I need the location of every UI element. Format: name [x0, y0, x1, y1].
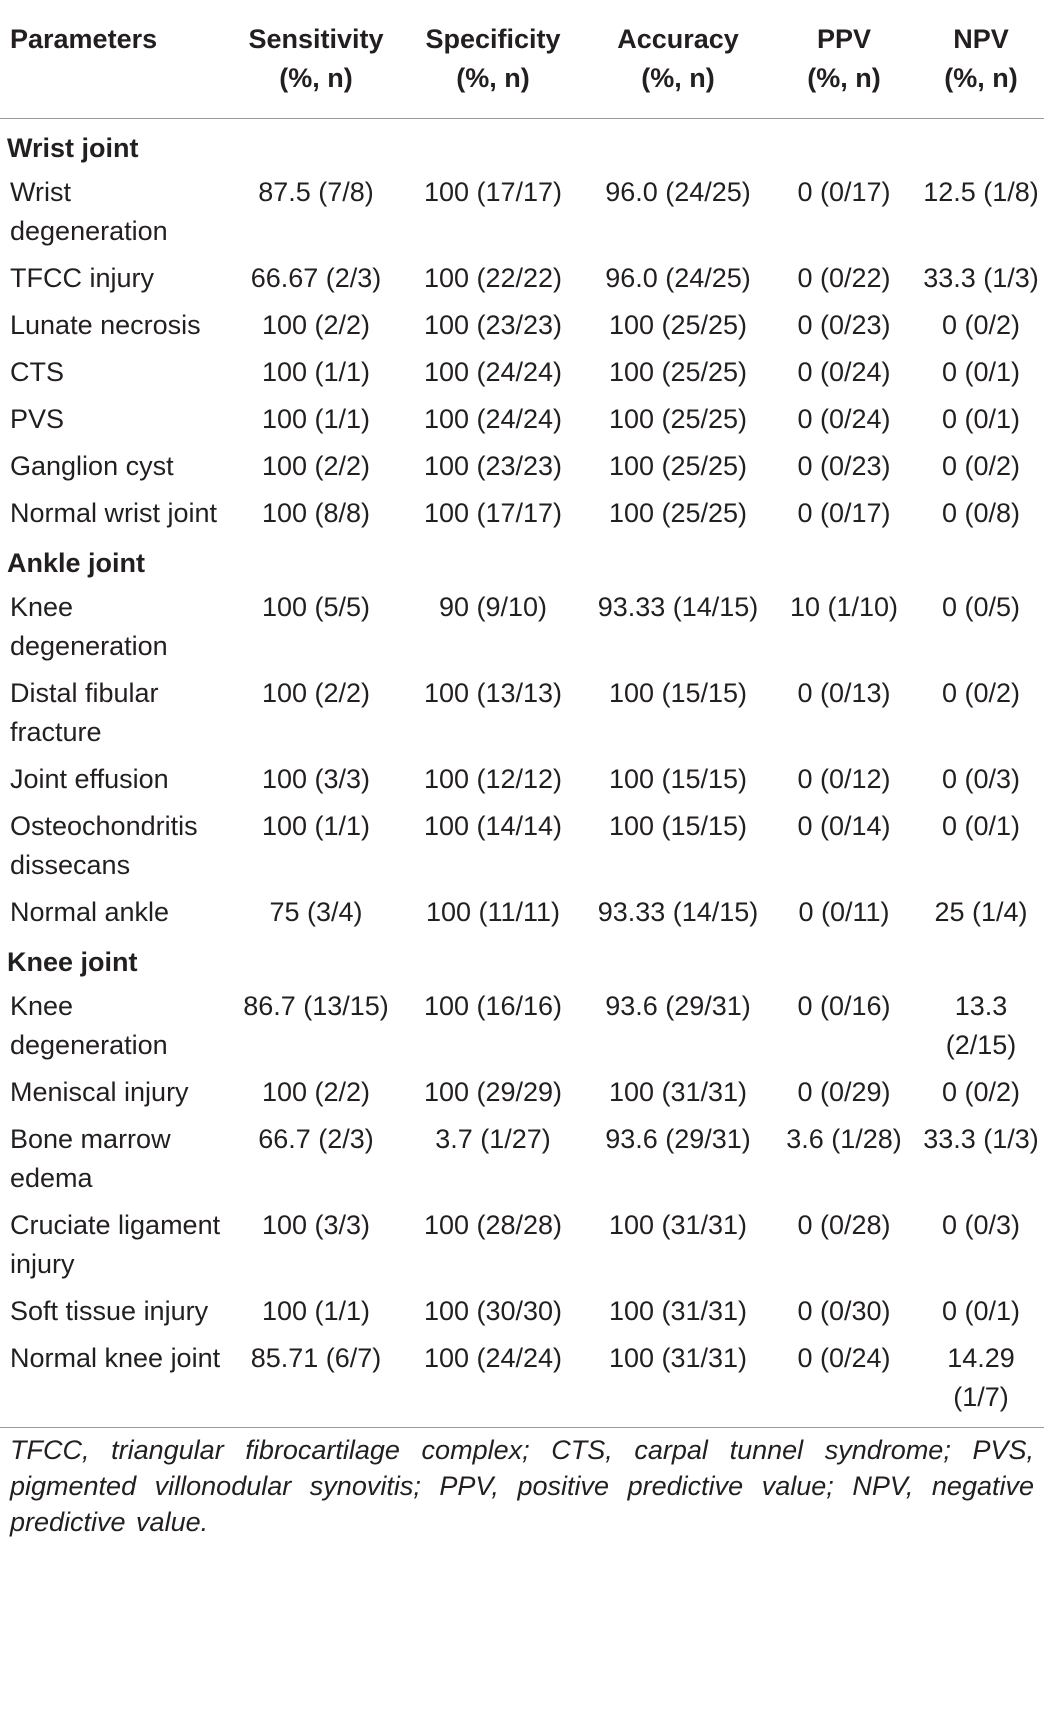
value-cell: 0 (0/8) [941, 498, 1021, 528]
value-cell: 100 (12/12) [423, 764, 563, 794]
value-cell: 96.0 (24/25) [605, 177, 751, 207]
value-cell: 100 (23/23) [423, 310, 563, 340]
value-cell: 0 (0/13) [797, 678, 891, 708]
table-row [0, 169, 1044, 255]
value-cell: 0 (0/1) [941, 357, 1021, 387]
value-cell: 100 (31/31) [608, 1343, 748, 1373]
section-title: Ankle joint [7, 548, 146, 578]
table-row [0, 803, 1044, 889]
value-cell: 13.3 (2/15) [945, 991, 1017, 1060]
value-cell: 93.33 (14/15) [597, 592, 759, 622]
table-row [0, 396, 1044, 443]
value-cell: 75 (3/4) [269, 897, 363, 927]
header-ppv: PPV (%, n) [770, 0, 918, 119]
value-cell: 100 (31/31) [608, 1210, 748, 1240]
parameter-cell: Knee degeneration [10, 991, 168, 1060]
value-cell: 100 (25/25) [608, 357, 748, 387]
value-cell: 93.33 (14/15) [597, 897, 759, 927]
table-body [0, 119, 1044, 1428]
value-cell: 0 (0/28) [797, 1210, 891, 1240]
table-footer [0, 1428, 1044, 1541]
value-cell: 100 (24/24) [423, 1343, 563, 1373]
value-cell: 0 (0/5) [941, 592, 1021, 622]
value-cell: 0 (0/2) [941, 1077, 1021, 1107]
value-cell: 0 (0/1) [941, 811, 1021, 841]
parameter-cell: Wrist degeneration [10, 177, 168, 246]
value-cell: 100 (28/28) [423, 1210, 563, 1240]
value-cell: 100 (2/2) [261, 1077, 371, 1107]
value-cell: 100 (2/2) [261, 310, 371, 340]
value-cell: 100 (25/25) [608, 404, 748, 434]
value-cell: 85.71 (6/7) [250, 1343, 382, 1373]
parameter-cell: Normal wrist joint [10, 498, 218, 528]
section-row [0, 537, 1044, 584]
value-cell: 100 (30/30) [423, 1296, 563, 1326]
value-cell: 25 (1/4) [934, 897, 1028, 927]
section-row [0, 119, 1044, 170]
value-cell: 100 (16/16) [423, 991, 563, 1021]
table-row [0, 302, 1044, 349]
table-row [0, 756, 1044, 803]
value-cell: 66.7 (2/3) [258, 1124, 374, 1154]
header-row [0, 0, 1044, 119]
value-cell: 3.6 (1/28) [786, 1124, 902, 1154]
value-cell: 0 (0/3) [941, 764, 1021, 794]
header-accuracy: Accuracy (%, n) [586, 0, 770, 119]
parameter-cell: Distal fibular fracture [10, 678, 159, 747]
value-cell: 100 (15/15) [608, 811, 748, 841]
value-cell: 0 (0/2) [941, 310, 1021, 340]
table-row [0, 490, 1044, 537]
table-row [0, 983, 1044, 1069]
value-cell: 100 (13/13) [423, 678, 563, 708]
parameter-cell: Lunate necrosis [10, 310, 201, 340]
value-cell: 100 (31/31) [608, 1077, 748, 1107]
value-cell: 100 (11/11) [425, 897, 561, 927]
value-cell: 12.5 (1/8) [923, 177, 1039, 207]
value-cell: 100 (1/1) [261, 1296, 371, 1326]
value-cell: 100 (14/14) [423, 811, 563, 841]
footnote-row [0, 1428, 1044, 1541]
value-cell: 96.0 (24/25) [605, 263, 751, 293]
value-cell: 33.3 (1/3) [923, 1124, 1039, 1154]
value-cell: 100 (17/17) [423, 177, 563, 207]
parameter-cell: Bone marrow edema [10, 1124, 171, 1193]
value-cell: 0 (0/12) [797, 764, 891, 794]
value-cell: 100 (2/2) [261, 678, 371, 708]
value-cell: 0 (0/11) [798, 897, 890, 927]
parameter-cell: TFCC injury [10, 263, 155, 293]
value-cell: 100 (3/3) [261, 1210, 371, 1240]
value-cell: 0 (0/2) [941, 451, 1021, 481]
parameter-cell: Cruciate ligament injury [10, 1210, 221, 1279]
value-cell: 100 (1/1) [261, 811, 371, 841]
parameter-cell: CTS [10, 357, 64, 387]
table-row [0, 443, 1044, 490]
value-cell: 0 (0/16) [797, 991, 891, 1021]
header-npv: NPV (%, n) [918, 0, 1044, 119]
table-row [0, 670, 1044, 756]
value-cell: 100 (15/15) [608, 678, 748, 708]
value-cell: 93.6 (29/31) [605, 991, 751, 1021]
value-cell: 87.5 (7/8) [258, 177, 374, 207]
parameter-cell: Normal knee joint [10, 1343, 221, 1373]
table-row [0, 1202, 1044, 1288]
value-cell: 0 (0/24) [797, 404, 891, 434]
value-cell: 86.7 (13/15) [243, 991, 389, 1021]
value-cell: 100 (23/23) [423, 451, 563, 481]
table-row [0, 1288, 1044, 1335]
table-row [0, 1069, 1044, 1116]
table-footnote: TFCC, triangular fibrocartilage complex; CTS, carpal tunnel syndrome; PVS, pigmented villonodular synovitis; PPV, positive predictive value; NPV, negative predictive value. [0, 1428, 1044, 1541]
table-header [0, 0, 1044, 119]
value-cell: 90 (9/10) [438, 592, 548, 622]
value-cell: 100 (1/1) [261, 404, 371, 434]
table-row [0, 1116, 1044, 1202]
value-cell: 100 (17/17) [423, 498, 563, 528]
parameter-cell: Meniscal injury [10, 1077, 189, 1107]
table-row [0, 889, 1044, 936]
table-row [0, 255, 1044, 302]
value-cell: 100 (31/31) [608, 1296, 748, 1326]
value-cell: 0 (0/23) [797, 310, 891, 340]
value-cell: 0 (0/24) [797, 357, 891, 387]
value-cell: 100 (1/1) [261, 357, 371, 387]
table-row [0, 349, 1044, 396]
value-cell: 0 (0/1) [941, 404, 1021, 434]
value-cell: 3.7 (1/27) [435, 1124, 551, 1154]
value-cell: 100 (29/29) [423, 1077, 563, 1107]
header-parameters: Parameters [0, 0, 232, 119]
value-cell: 0 (0/30) [797, 1296, 891, 1326]
value-cell: 0 (0/1) [941, 1296, 1021, 1326]
table-row [0, 584, 1044, 670]
value-cell: 100 (3/3) [261, 764, 371, 794]
value-cell: 100 (22/22) [423, 263, 563, 293]
value-cell: 100 (24/24) [423, 404, 563, 434]
value-cell: 0 (0/29) [797, 1077, 891, 1107]
value-cell: 93.6 (29/31) [605, 1124, 751, 1154]
parameter-cell: PVS [10, 404, 65, 434]
value-cell: 0 (0/24) [797, 1343, 891, 1373]
value-cell: 0 (0/23) [797, 451, 891, 481]
value-cell: 100 (25/25) [608, 451, 748, 481]
value-cell: 0 (0/3) [941, 1210, 1021, 1240]
header-sensitivity: Sensitivity (%, n) [232, 0, 400, 119]
value-cell: 100 (25/25) [608, 310, 748, 340]
parameter-cell: Normal ankle [10, 897, 170, 927]
value-cell: 100 (8/8) [261, 498, 371, 528]
value-cell: 14.29 (1/7) [947, 1343, 1015, 1412]
parameter-cell: Ganglion cyst [10, 451, 174, 481]
value-cell: 0 (0/17) [797, 177, 891, 207]
value-cell: 0 (0/22) [797, 263, 891, 293]
value-cell: 33.3 (1/3) [923, 263, 1039, 293]
parameter-cell: Joint effusion [10, 764, 169, 794]
value-cell: 66.67 (2/3) [250, 263, 382, 293]
value-cell: 0 (0/2) [941, 678, 1021, 708]
value-cell: 100 (2/2) [261, 451, 371, 481]
value-cell: 0 (0/17) [797, 498, 891, 528]
table-row [0, 1335, 1044, 1428]
section-row [0, 936, 1044, 983]
value-cell: 100 (25/25) [608, 498, 748, 528]
value-cell: 10 (1/10) [789, 592, 899, 622]
parameter-cell: Soft tissue injury [10, 1296, 209, 1326]
section-title: Wrist joint [7, 133, 139, 163]
value-cell: 100 (5/5) [261, 592, 371, 622]
value-cell: 100 (15/15) [608, 764, 748, 794]
header-specificity: Specificity (%, n) [400, 0, 586, 119]
value-cell: 100 (24/24) [423, 357, 563, 387]
value-cell: 0 (0/14) [797, 811, 891, 841]
parameter-cell: Knee degeneration [10, 592, 168, 661]
parameter-cell: Osteochondritis dissecans [10, 811, 198, 880]
section-title: Knee joint [7, 947, 138, 977]
